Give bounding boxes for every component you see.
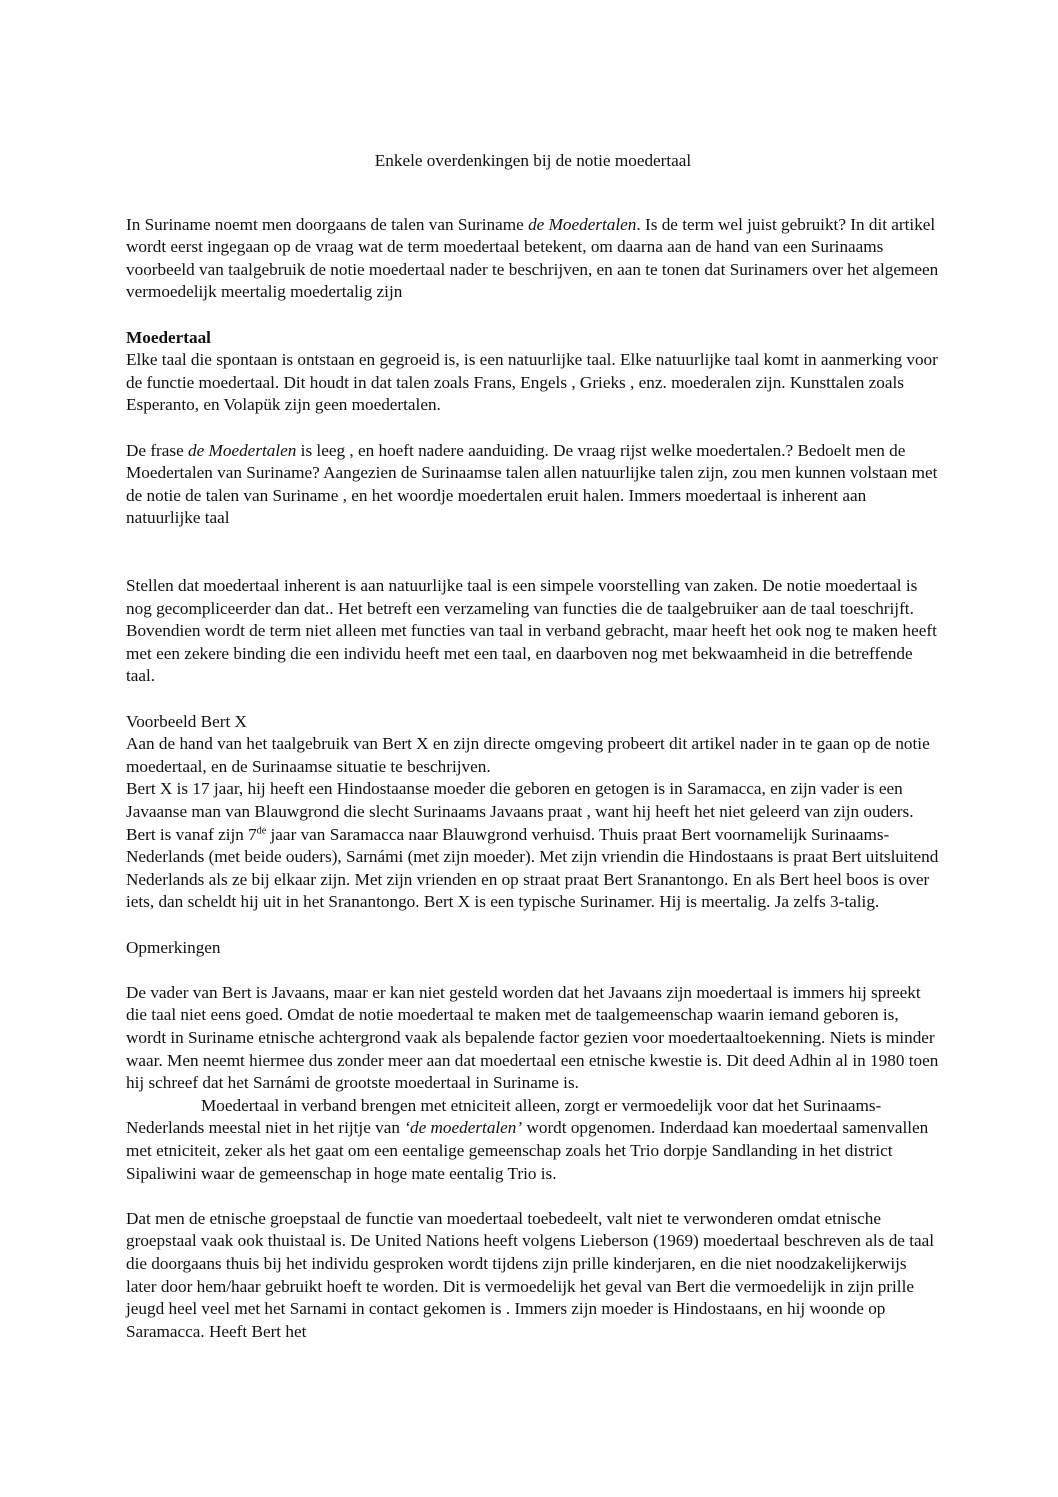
section-heading-opmerkingen: Opmerkingen [126, 937, 221, 957]
bert-text-a: Bert X is 17 jaar, hij heeft een Hindostaanse moeder die geboren en getogen is in Saramacca, en zijn vader is een Javaanse man van Blauwgrond die slecht Surinaams Javaans praat , want hij heeft het niet geleerd van zijn ouders. Bert is vanaf zijn 7 [126, 779, 914, 844]
bert-superscript: de [256, 824, 267, 836]
document-title: Enkele overdenkingen bij de notie moedertaal [374, 151, 692, 170]
frase-text-a: De frase [126, 440, 189, 460]
paragraph-frase [126, 440, 940, 530]
paragraph-bert [126, 778, 940, 914]
etniciteit-text-a: Moedertaal in verband brengen met etniciteit alleen, zorgt er vermoedelijk voor dat het Surinaams-Nederlands meestal niet in het rijtje van [126, 1095, 882, 1138]
intro-text-b: . Is de term wel juist gebruikt? In dit artikel wordt eerst ingegaan op de vraag wat de term moedertaal betekent, om daarna aan de hand van een Surinaams voorbeeld van taalgebruik de notie moedertaal nader te beschrijven, en aan te tonen dat Surinamers over het algemeen vermoedelijk meertalig moedertalig zijn [126, 214, 939, 302]
paragraph-etniciteit [126, 1095, 940, 1185]
etniciteit-emphasis: ‘de moedertalen’ [404, 1118, 523, 1138]
paragraph-voorbeeld-intro: Aan de hand van het taalgebruik van Bert X en zijn directe omgeving probeert dit artikel nader in te gaan op de notie moedertaal, en de Surinaamse situatie te beschrijven. [126, 734, 930, 776]
intro-text-a: In Suriname noemt men doorgaans de talen van Suriname [126, 214, 529, 234]
document-page [126, 150, 940, 1343]
paragraph-groepstaal: Dat men de etnische groepstaal de functie van moedertaal toebedeelt, valt niet te verwonderen omdat etnische groepstaal vaak ook thuistaal is. De United Nations heeft volgens Lieberson (1969) moedertaal beschreven als de taal die doorgaans thuis bij het individu gesproken wordt tijdens zijn prille kinderjaren, en die niet noodzakelijkerwijs later door hem/haar gebruikt hoeft te worden. Dit is vermoedelijk het geval van Bert die vermoedelijk in zijn prille jeugd heel veel met het Sarnami in contact gekomen is . Immers zijn moeder is Hindostaans, en hij woonde op Saramacca. Heeft Bert het [126, 1208, 935, 1341]
paragraph-stellen: Stellen dat moedertaal inherent is aan natuurlijke taal is een simpele voorstelling van zaken. De notie moedertaal is nog gecompliceerder dan dat.. Het betreft een verzameling van functies die de taalgebruiker aan de taal toeschrijft. Bovendien wordt de term niet alleen met functies van taal in verband gebracht, maar heeft het ook nog te maken heeft met een zekere binding die een individu heeft met een taal, en daarboven nog met bekwaamheid in die betreffende taal. [126, 576, 937, 686]
bert-text-b: jaar van Saramacca naar Blauwgrond verhuisd. Thuis praat Bert voornamelijk Surinaams-Nederlands (met beide ouders), Sarnámi (met zijn moeder). Met zijn vriendin die Hindostaans is praat Bert uitsluitend Nederlands als ze bij elkaar zijn. Met zijn vrienden en op straat praat Bert Sranantongo. En als Bert heel boos is over iets, dan scheldt hij uit in het Sranantongo. Bert X is een typische Surinamer. Hij is meertalig. Ja zelfs 3-talig. [126, 824, 939, 912]
paragraph-vader: De vader van Bert is Javaans, maar er kan niet gesteld worden dat het Javaans zijn moedertaal is immers hij spreekt die taal niet eens goed. Omdat de notie moedertaal te maken met de taalgemeenschap waarin iemand geboren is, wordt in Suriname etnische achtergrond vaak als bepalende factor gezien voor moedertaaltoekenning. Niets is minder waar. Men neemt hiermee dus zonder meer aan dat moedertaal een etnische kwestie is. Dit deed Adhin al in 1980 toen hij schreef dat het Sarnámi de grootste moedertaal in Suriname is. [126, 982, 939, 1093]
frase-text-b: is leeg , en hoeft nadere aanduiding. De vraag rijst welke moedertalen.? Bedoelt men de Moedertalen van Suriname? Aangezien de Surinaamse talen allen natuurlijke talen zijn, zou men kunnen volstaan met de notie de talen van Suriname , en het woordje moedertalen eruit halen. Immers moedertaal is inherent aan natuurlijke taal [126, 440, 938, 528]
section-heading-voorbeeld: Voorbeeld Bert X [126, 711, 247, 731]
intro-emphasis: de Moedertalen [528, 214, 637, 234]
etniciteit-text-b: wordt opgenomen. Inderdaad kan moedertaal samenvallen met etniciteit, zeker als het gaat om een eentalige gemeenschap zoals het Trio dorpje Sandlanding in het district Sipaliwini waar de gemeenschap in hoge mate eentalig Trio is. [126, 1118, 929, 1183]
intro-paragraph [126, 214, 940, 304]
section-heading-moedertaal: Moedertaal [126, 327, 211, 347]
paragraph-natuurlijke-taal: Elke taal die spontaan is ontstaan en gegroeid is, is een natuurlijke taal. Elke natuurlijke taal komt in aanmerking voor de functie moedertaal. Dit houdt in dat talen zoals Frans, Engels , Grieks , enz. moederalen zijn. Kunsttalen zoals Esperanto, en Volapük zijn geen moedertalen. [126, 350, 938, 415]
frase-emphasis: de Moedertalen [188, 440, 297, 460]
